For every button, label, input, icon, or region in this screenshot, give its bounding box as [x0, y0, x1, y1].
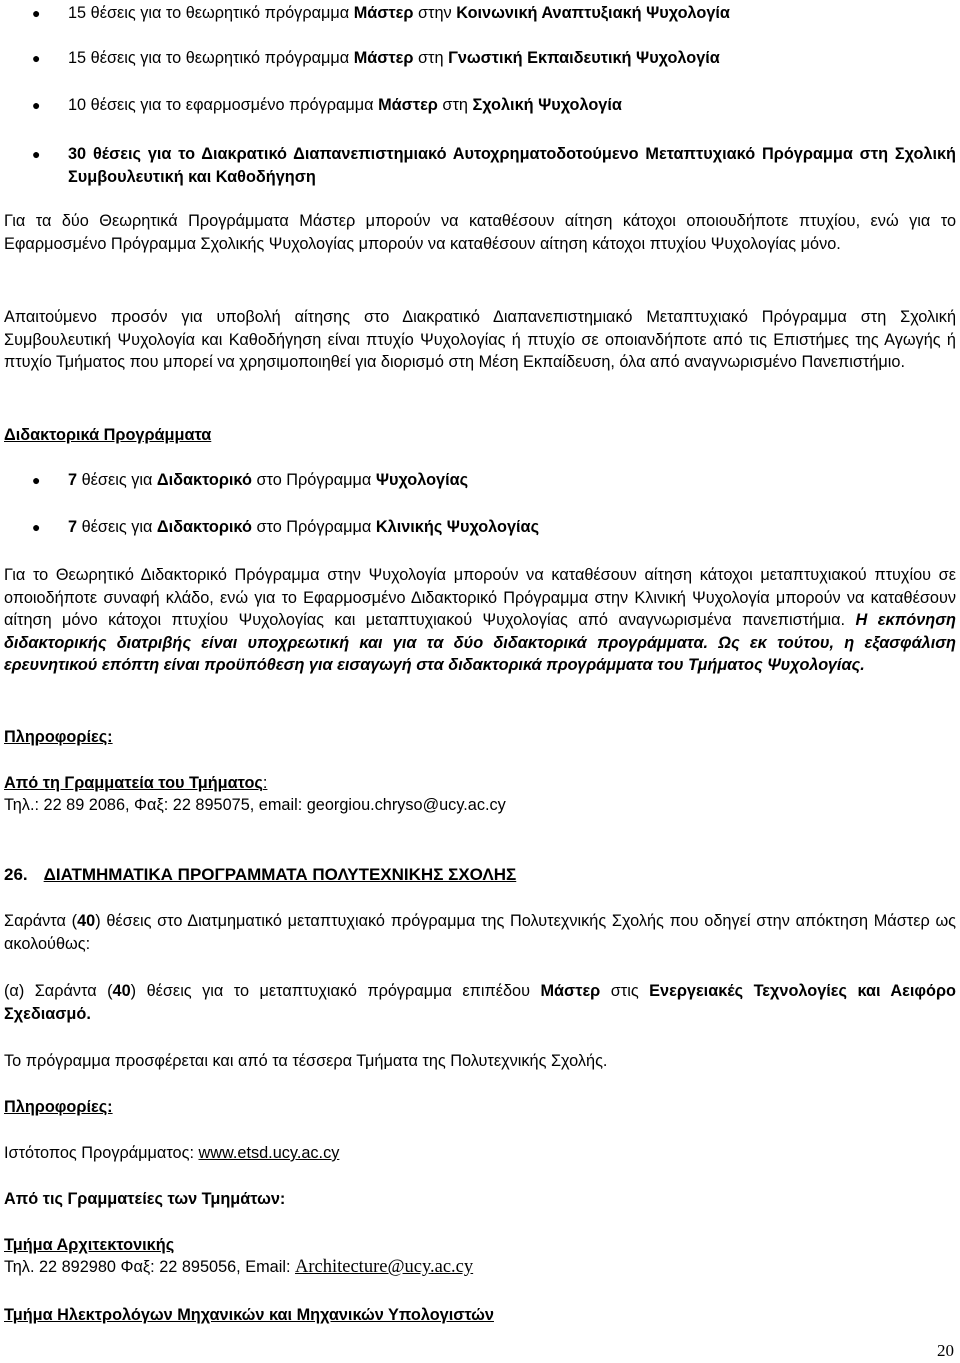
label-text: Από τη Γραμματεία του Τμήματος — [4, 774, 263, 792]
bullet-icon: ● — [32, 146, 41, 162]
list-item-bold: Κλινικής Ψυχολογίας — [375, 518, 540, 536]
list-item-text: στο Πρόγραμμα — [251, 518, 376, 536]
list-item-text: θέσεις για — [77, 471, 157, 489]
list-item-bold: Κοινωνική Αναπτυξιακή Ψυχολογία — [456, 4, 730, 22]
paragraph-emphasis: Η εκπόνηση διδακτορικής διατριβής είναι υποχρεωτική και για τα δύο διδακτορικά προγράμματα. Ως εκ τούτου, η εξασφάλιση ερευνητικού επόπτη είναι προϋπόθεση για εισαγωγή στα διδακτορικά προγράμματα του Τμήματος Ψυχολογίας. — [4, 611, 956, 674]
paragraph-bold: Μάστερ — [540, 982, 601, 1000]
label-text: Πληροφορίες: — [4, 728, 113, 746]
dept-name: Τμήμα Ηλεκτρολόγων Μηχανικών και Μηχανικών Υπολογιστών — [4, 1306, 494, 1324]
list-item-text: 15 θέσεις για το θεωρητικό πρόγραμμα — [68, 49, 354, 67]
paragraph-text: ) θέσεις για το μεταπτυχιακό πρόγραμμα επιπέδου — [130, 982, 541, 1000]
list-item-bold: Μάστερ — [353, 49, 414, 67]
list-item-text: 10 θέσεις για το εφαρμοσμένο πρόγραμμα — [68, 96, 379, 114]
list-item-text: θέσεις για — [77, 518, 157, 536]
label-text: : — [262, 774, 268, 792]
section-number: 26. — [4, 865, 28, 884]
page-number: 20 — [937, 1341, 954, 1360]
bullet-icon: ● — [32, 50, 41, 66]
list-item-bold: Μάστερ — [353, 4, 414, 22]
paragraph — [4, 564, 956, 677]
bullet-icon: ● — [32, 472, 41, 488]
list-item-bold: Ψυχολογίας — [375, 471, 469, 489]
paragraph: Για τα δύο Θεωρητικά Προγράμματα Μάστερ μπορούν να καταθέσουν αίτηση κάτοχοι οποιουδήποτε πτυχίου, ενώ για το Εφαρμοσμένο Πρόγραμμα Σχολικής Ψυχολογίας μπορούν να καταθέσουν αίτηση κάτοχοι πτυχίου Ψυχολογίας μόνο. — [4, 212, 956, 253]
bullet-icon: ● — [32, 5, 41, 21]
heading-text: Διδακτορικά Προγράμματα — [4, 426, 212, 444]
paragraph-text: (α) Σαράντα ( — [4, 982, 113, 1000]
paragraph-text: Σαράντα ( — [4, 912, 78, 930]
list-item-bold: 7 — [68, 518, 78, 536]
dept-heading — [4, 1234, 956, 1257]
email-link[interactable]: Architecture@ucy.ac.cy — [295, 1257, 474, 1277]
paragraph: Απαιτούμενο προσόν για υποβολή αίτησης στο Διακρατικό Διαπανεπιστημιακό Μεταπτυχιακό Πρόγραμμα στη Σχολική Συμβουλευτική Ψυχολογία και Καθοδήγηση είναι πτυχίο Ψυχολογίας ή πτυχίο σε οποιανδήποτε από τις Επιστήμες της Αγωγής ή πτυχίο Τμήματος που μπορεί να χρησιμοποιηθεί για διορισμό στη Μέση Εκπαίδευση, όλα από αναγνωρισμένο Πανεπιστήμιο. — [4, 308, 956, 371]
contact-line: Τηλ.: 22 89 2086, Φαξ: 22 895075, email: georgiou.chryso@ucy.ac.cy — [4, 796, 506, 814]
list-item-bold: Γνωστική Εκπαιδευτική Ψυχολογία — [448, 49, 720, 67]
bullet-icon: ● — [32, 519, 41, 535]
bullet-icon: ● — [32, 97, 41, 113]
paragraph — [4, 980, 956, 1025]
paragraph-bold: 40 — [112, 982, 131, 1000]
website-label: Ιστότοπος Προγράμματος: — [4, 1144, 199, 1162]
list-item-text: 30 θέσεις για το Διακρατικό Διαπανεπιστημιακό Αυτοχρηματοδοτούμενο Μεταπτυχιακό Πρόγραμμα στη Σχολική Συμβουλευτική και Καθοδήγηση — [68, 145, 956, 186]
info-label — [4, 1096, 956, 1119]
secretariats-label: Από τις Γραμματείες των Τμημάτων: — [4, 1190, 286, 1208]
list-item-text: στη — [413, 49, 449, 67]
info-label — [4, 726, 956, 749]
label-text: Πληροφορίες: — [4, 1098, 113, 1116]
secretariat-label — [4, 772, 956, 795]
paragraph-text: ) θέσεις στο Διατμηματικό μεταπτυχιακό πρόγραμμα της Πολυτεχνικής Σχολής που οδηγεί στην απόκτηση Μάστερ ως ακολούθως: — [4, 912, 956, 953]
section-title-text: ΔΙΑΤΜΗΜΑΤΙΚΑ ΠΡΟΓΡΑΜΜΑΤΑ ΠΟΛΥΤΕΧΝΙΚΗΣ ΣΧΟΛΗΣ — [43, 865, 517, 884]
paragraph-text: στις — [600, 982, 650, 1000]
list-item-bold: Μάστερ — [378, 96, 438, 114]
paragraph-bold: Ενεργειακές Τεχνολογίες και Αειφόρο Σχεδιασμό. — [4, 982, 957, 1023]
paragraph: Το πρόγραμμα προσφέρεται και από τα τέσσερα Τμήματα της Πολυτεχνικής Σχολής. — [4, 1052, 608, 1070]
dept-heading — [4, 1304, 956, 1327]
list-item-bold: 7 — [68, 471, 78, 489]
list-item-bold: Σχολική Ψυχολογία — [472, 96, 622, 114]
section-heading — [4, 424, 956, 447]
paragraph — [4, 910, 956, 955]
list-item-text: στο Πρόγραμμα — [251, 471, 376, 489]
paragraph-text: Για το Θεωρητικό Διδακτορικό Πρόγραμμα στην Ψυχολογία μπορούν να καταθέσουν αίτηση κάτοχοι μεταπτυχιακού πτυχίου σε οποιοδήποτε συναφή κλάδο, ενώ για το Εφαρμοσμένο Διδακτορικό Πρόγραμμα στην Κλινική Ψυχολογία μπορούν να καταθέσουν αίτηση μόνο κάτοχοι πτυχίου Ψυχολογίας και μεταπτυχιακού Ψυχολογίας από αναγνωρισμένα πανεπιστήμια. — [4, 566, 956, 629]
paragraph-bold: 40 — [77, 912, 96, 930]
list-item-text: 15 θέσεις για το θεωρητικό πρόγραμμα — [68, 4, 354, 22]
list-item-bold: Διδακτορικό — [156, 471, 252, 489]
list-item-text: στην — [413, 4, 457, 22]
section-title — [4, 864, 956, 887]
dept-name: Τμήμα Αρχιτεκτονικής — [4, 1236, 175, 1254]
list-item-text: στη — [437, 96, 473, 114]
website-line — [4, 1142, 956, 1165]
contact-line — [4, 1256, 956, 1279]
contact-text: Τηλ. 22 892980 Φαξ: 22 895056, Email: — [4, 1258, 295, 1276]
list-item-bold: Διδακτορικό — [156, 518, 252, 536]
website-link[interactable]: www.etsd.ucy.ac.cy — [198, 1144, 340, 1162]
